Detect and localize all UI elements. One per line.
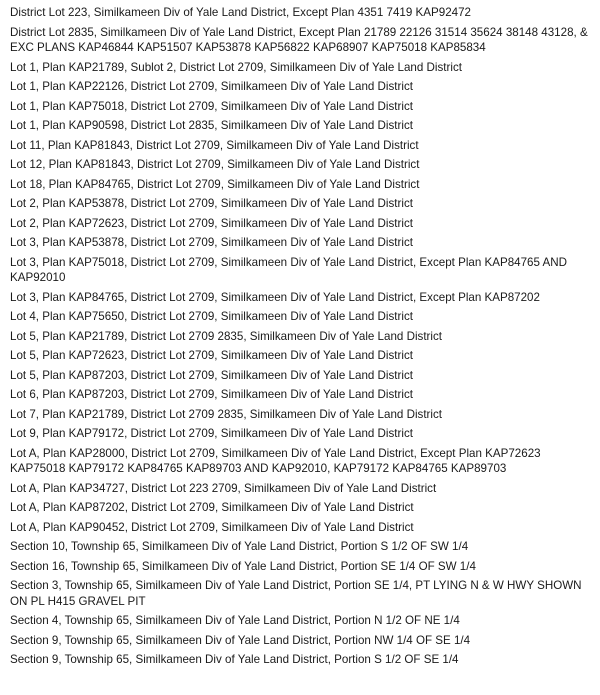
list-item: Lot 7, Plan KAP21789, District Lot 2709 2835, Similkameen Div of Yale Land District (10, 407, 442, 421)
list-item: District Lot 223, Similkameen Div of Yale Land District, Except Plan 4351 7419 KAP92472 (10, 6, 471, 19)
list-item: Section 10, Township 65, Similkameen Div of Yale Land District, Portion S 1/2 OF SW 1/4 (10, 540, 469, 553)
list-item: Lot 5, Plan KAP21789, District Lot 2709 2835, Similkameen Div of Yale Land District (10, 329, 442, 343)
list-item: Lot A, Plan KAP87202, District Lot 2709, Similkameen Div of Yale Land District (10, 501, 414, 514)
list-item: Lot 3, Plan KAP75018, District Lot 2709, Similkameen Div of Yale Land District, Except Plan KAP84765 AND KAP92010 (10, 255, 568, 284)
list-item: Section 9, Township 65, Similkameen Div of Yale Land District, Portion NW 1/4 OF SE 1/4 (10, 633, 471, 647)
list-item: Lot A, Plan KAP28000, District Lot 2709, Similkameen Div of Yale Land District, Except Plan KAP72623 KAP75018 KAP79172 KAP84765 KAP89703 AND KAP92010, KAP79172 KAP84765 KAP89703 (10, 446, 541, 475)
list-item: Lot 4, Plan KAP75650, District Lot 2709, Similkameen Div of Yale Land District (10, 310, 413, 323)
list-item: Lot 12, Plan KAP81843, District Lot 2709, Similkameen Div of Yale Land District (10, 158, 420, 171)
list-item: Section 16, Township 65, Similkameen Div of Yale Land District, Portion SE 1/4 OF SW 1/4 (10, 559, 476, 573)
list-item: Lot 3, Plan KAP84765, District Lot 2709, Similkameen Div of Yale Land District, Except Plan KAP87202 (10, 290, 540, 304)
list-item: Lot A, Plan KAP34727, District Lot 223 2709, Similkameen Div of Yale Land District (10, 481, 437, 495)
list-item: Section 9, Township 65, Similkameen Div of Yale Land District, Portion S 1/2 OF SE 1/4 (10, 653, 459, 666)
list-item: Section 3, Township 65, Similkameen Div of Yale Land District, Portion SE 1/4, PT LYING N & W HWY SHOWN ON PL H415 GRAVEL PIT (10, 579, 582, 608)
list-item: Lot A, Plan KAP90452, District Lot 2709, Similkameen Div of Yale Land District (10, 520, 414, 534)
list-item: Lot 2, Plan KAP72623, District Lot 2709, Similkameen Div of Yale Land District (10, 216, 413, 230)
list-item: Lot 1, Plan KAP21789, Sublot 2, District Lot 2709, Similkameen Div of Yale Land District (10, 60, 462, 74)
list-item: Lot 3, Plan KAP53878, District Lot 2709, Similkameen Div of Yale Land District (10, 236, 413, 249)
list-item: Lot 5, Plan KAP87203, District Lot 2709, Similkameen Div of Yale Land District (10, 368, 413, 382)
list-item: Lot 6, Plan KAP87203, District Lot 2709, Similkameen Div of Yale Land District (10, 388, 413, 401)
list-item: District Lot 2835, Similkameen Div of Yale Land District, Except Plan 21789 22126 31514 35624 38148 43128, & EXC PLANS KAP46844 KAP51507 KAP53878 KAP56822 KAP68907 KAP75018 KAP85834 (10, 25, 588, 54)
list-item: Lot 2, Plan KAP53878, District Lot 2709, Similkameen Div of Yale Land District (10, 197, 413, 210)
list-item: Lot 1, Plan KAP75018, District Lot 2709, Similkameen Div of Yale Land District (10, 99, 413, 113)
list-item: Lot 1, Plan KAP22126, District Lot 2709, Similkameen Div of Yale Land District (10, 80, 413, 93)
legal-description-list (10, 5, 595, 672)
list-item: Lot 9, Plan KAP79172, District Lot 2709, Similkameen Div of Yale Land District (10, 427, 413, 440)
list-item: Lot 18, Plan KAP84765, District Lot 2709, Similkameen Div of Yale Land District (10, 177, 420, 191)
list-item: Lot 5, Plan KAP72623, District Lot 2709, Similkameen Div of Yale Land District (10, 349, 413, 362)
list-item: Lot 1, Plan KAP90598, District Lot 2835, Similkameen Div of Yale Land District (10, 119, 413, 132)
list-item: Lot 11, Plan KAP81843, District Lot 2709, Similkameen Div of Yale Land District (10, 138, 419, 152)
list-item: Section 4, Township 65, Similkameen Div of Yale Land District, Portion N 1/2 OF NE 1/4 (10, 614, 460, 627)
